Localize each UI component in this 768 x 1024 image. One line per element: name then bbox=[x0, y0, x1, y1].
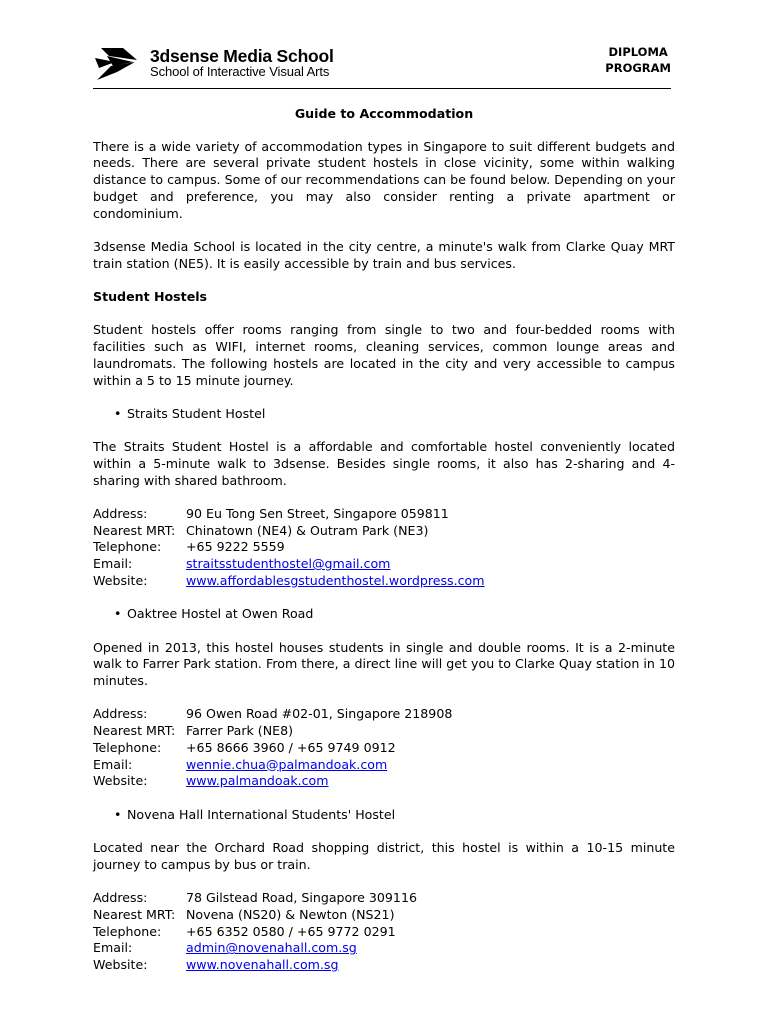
program-line-1: DIPLOMA bbox=[608, 45, 668, 59]
bullet-icon: • bbox=[114, 405, 122, 421]
header-divider bbox=[93, 88, 671, 89]
website-link[interactable]: www.palmandoak.com bbox=[186, 773, 329, 789]
document-body bbox=[93, 106, 675, 990]
intro-paragraph-1: There is a wide variety of accommodation types in Singapore to suit different budgets and needs. There are several private student hostels in close vicinity, some within walking distance to campus. Some of our recommendations can be found below. Depending on your budget and preference, you may also consider renting a private apartment or condominium. bbox=[93, 138, 675, 221]
mrt-row bbox=[93, 723, 675, 740]
telephone-label: Telephone: bbox=[93, 739, 162, 755]
website-label: Website: bbox=[93, 956, 148, 972]
address-row bbox=[93, 890, 675, 907]
website-row bbox=[93, 957, 675, 974]
telephone-row bbox=[93, 539, 675, 556]
bullet-icon: • bbox=[114, 806, 122, 822]
mrt-value: Novena (NS20) & Newton (NS21) bbox=[186, 906, 395, 922]
website-row bbox=[93, 773, 675, 790]
telephone-value: +65 6352 0580 / +65 9772 0291 bbox=[186, 923, 396, 939]
program-label bbox=[605, 44, 671, 76]
mrt-row bbox=[93, 907, 675, 924]
section-intro: Student hostels offer rooms ranging from single to two and four-bedded rooms with facilities such as WIFI, internet rooms, cleaning services, common lounge areas and laundromats. The following hostels are located in the city and very accessible to campus within a 5 to 15 minute journey. bbox=[93, 322, 675, 388]
mrt-value: Farrer Park (NE8) bbox=[186, 723, 294, 739]
website-row bbox=[93, 573, 675, 590]
telephone-label: Telephone: bbox=[93, 923, 162, 939]
hostel-description: Opened in 2013, this hostel houses students in single and double rooms. It is a 2-minute walk to Farrer Park station. From there, a direct line will get you to Clarke Quay station in 10 minutes. bbox=[93, 639, 675, 689]
email-link[interactable]: admin@novenahall.com.sg bbox=[186, 940, 357, 956]
mrt-value: Chinatown (NE4) & Outram Park (NE3) bbox=[186, 522, 429, 538]
hostel-bullet bbox=[93, 406, 675, 423]
telephone-row bbox=[93, 740, 675, 757]
hostel-contact-info bbox=[93, 890, 675, 974]
email-label: Email: bbox=[93, 756, 133, 772]
hostel-contact-info bbox=[93, 506, 675, 590]
address-row bbox=[93, 506, 675, 523]
website-label: Website: bbox=[93, 572, 148, 588]
bullet-icon: • bbox=[114, 606, 122, 622]
mrt-label: Nearest MRT: bbox=[93, 906, 176, 922]
hostel-bullet bbox=[93, 606, 675, 623]
address-value: 90 Eu Tong Sen Street, Singapore 059811 bbox=[186, 506, 449, 522]
email-link[interactable]: wennie.chua@palmandoak.com bbox=[186, 756, 388, 772]
document-header bbox=[93, 40, 675, 90]
telephone-value: +65 9222 5559 bbox=[186, 539, 285, 555]
mrt-label: Nearest MRT: bbox=[93, 723, 176, 739]
school-name: 3dsense Media School bbox=[150, 46, 334, 66]
hostel-name: Oaktree Hostel at Owen Road bbox=[127, 606, 314, 622]
intro-paragraph-2: 3dsense Media School is located in the city centre, a minute's walk from Clarke Quay MRT train station (NE5). It is easily accessible by train and bus services. bbox=[93, 238, 675, 271]
email-row bbox=[93, 556, 675, 573]
email-label: Email: bbox=[93, 556, 133, 572]
school-tagline: School of Interactive Visual Arts bbox=[150, 64, 330, 79]
email-row bbox=[93, 757, 675, 774]
telephone-label: Telephone: bbox=[93, 539, 162, 555]
hostel-contact-info bbox=[93, 706, 675, 790]
hostel-description: Located near the Orchard Road shopping district, this hostel is within a 10-15 minute journey to campus by bus or train. bbox=[93, 840, 675, 872]
address-value: 78 Gilstead Road, Singapore 309116 bbox=[186, 890, 417, 906]
address-label: Address: bbox=[93, 706, 148, 722]
telephone-row bbox=[93, 924, 675, 941]
address-label: Address: bbox=[93, 506, 148, 522]
mrt-row bbox=[93, 523, 675, 540]
school-logo-icon bbox=[93, 42, 145, 82]
email-label: Email: bbox=[93, 940, 133, 956]
hostel-name: Straits Student Hostel bbox=[127, 405, 266, 421]
program-line-2: PROGRAM bbox=[605, 61, 671, 75]
address-value: 96 Owen Road #02-01, Singapore 218908 bbox=[186, 706, 453, 722]
hostel-name: Novena Hall International Students' Hostel bbox=[127, 806, 396, 822]
telephone-value: +65 8666 3960 / +65 9749 0912 bbox=[186, 739, 396, 755]
email-row bbox=[93, 940, 675, 957]
website-link[interactable]: www.novenahall.com.sg bbox=[186, 956, 339, 972]
mrt-label: Nearest MRT: bbox=[93, 522, 176, 538]
hostel-description: The Straits Student Hostel is a affordable and comfortable hostel conveniently located within a 5-minute walk to 3dsense. Besides single rooms, it also has 2-sharing and 4-sharing with shared bathroom. bbox=[93, 439, 675, 488]
website-link[interactable]: www.affordablesgstudenthostel.wordpress.com bbox=[186, 572, 485, 588]
section-heading: Student Hostels bbox=[93, 289, 208, 304]
address-label: Address: bbox=[93, 890, 148, 906]
page-title: Guide to Accommodation bbox=[294, 106, 474, 121]
address-row bbox=[93, 706, 675, 723]
email-link[interactable]: straitsstudenthostel@gmail.com bbox=[186, 556, 391, 572]
hostel-bullet bbox=[93, 807, 675, 824]
website-label: Website: bbox=[93, 773, 148, 789]
